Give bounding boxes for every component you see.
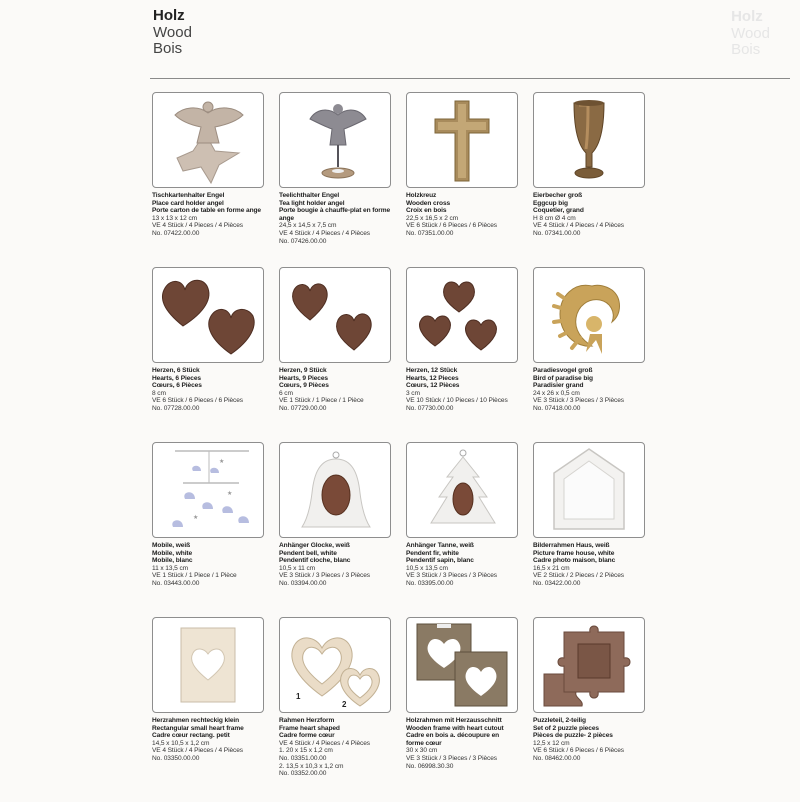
product-name-de: Holzkreuz	[406, 192, 437, 199]
product-packing: VE 1 Stück / 1 Piece / 1 Pièce	[152, 572, 237, 580]
product-name-fr: Cadre photo maison, blanc	[533, 557, 616, 565]
product-card[interactable]	[406, 267, 518, 442]
product-size: 16,5 x 21 cm	[533, 564, 570, 572]
product-number: No. 07341.00.00	[533, 229, 581, 237]
product-number: No. 07422.00.00	[152, 229, 200, 237]
product-image-heart-shaped-frames	[279, 617, 391, 713]
product-packing: VE 4 Stück / 4 Pieces / 4 Pièces	[152, 747, 243, 755]
product-packing: VE 4 Stück / 4 Pieces / 4 Pièces	[533, 222, 624, 230]
product-size: 24,5 x 14,5 x 7,5 cm	[279, 222, 337, 230]
product-packing: VE 4 Stück / 4 Pieces / 4 Pièces	[152, 222, 243, 230]
product-number: No. 03395.00.00	[406, 579, 454, 587]
product-size: 24 x 26 x 0,5 cm	[533, 389, 580, 397]
product-card[interactable]	[152, 442, 264, 617]
product-name-fr: Croix en bois	[406, 207, 447, 215]
product-name-fr: Cœurs, 9 Pièces	[279, 382, 329, 390]
product-image-bird-of-paradise	[533, 267, 645, 363]
product-card[interactable]	[279, 267, 391, 442]
product-name-en: Mobile, white	[152, 549, 193, 557]
product-name-en: Rectangular small heart frame	[152, 724, 244, 732]
product-name-fr: Cadre cœur rectang. petit	[152, 732, 230, 740]
product-name-fr: Paradisier grand	[533, 382, 584, 390]
product-image-hearts-6	[152, 267, 264, 363]
product-packing: VE 4 Stück / 4 Pieces / 4 Pièces	[279, 739, 370, 747]
product-image-wooden-heart-frames	[406, 617, 518, 713]
product-image-mobile	[152, 442, 264, 538]
product-image-eggcup	[533, 92, 645, 188]
product-name-en: Picture frame house, white	[533, 549, 615, 557]
product-size: 14,5 x 10,5 x 1,2 cm	[152, 739, 210, 747]
product-image-heart-frame-rect	[152, 617, 264, 713]
product-image-hearts-9	[279, 267, 391, 363]
page-header	[153, 7, 192, 57]
product-name-fr: Pendentif sapin, blanc	[406, 557, 474, 565]
product-image-pendant-bell	[279, 442, 391, 538]
product-card[interactable]	[152, 92, 264, 267]
product-size: 2. 13,5 x 10,3 x 1,2 cm	[279, 762, 344, 770]
product-packing: VE 3 Stück / 3 Pieces / 3 Pièces	[533, 397, 624, 405]
image-label-2: 2	[342, 700, 347, 709]
product-size: 22,5 x 16,5 x 2 cm	[406, 214, 459, 222]
product-packing: VE 10 Stück / 10 Pieces / 10 Pièces	[406, 397, 508, 405]
product-packing: VE 2 Stück / 2 Pieces / 2 Pièces	[533, 572, 624, 580]
product-name-de: Anhänger Glocke, weiß	[279, 542, 350, 549]
page-subtitle-fr: Bois	[153, 40, 183, 57]
product-packing: VE 6 Stück / 6 Pieces / 6 Pièces	[406, 222, 497, 230]
product-name-de: Herzrahmen rechteckig klein	[152, 717, 240, 724]
product-name-fr: Mobile, blanc	[152, 557, 193, 565]
header-divider	[150, 78, 790, 79]
product-card[interactable]	[152, 617, 264, 802]
product-card[interactable]	[152, 267, 264, 442]
page-subtitle-en: Wood	[153, 24, 192, 41]
product-size: 10,5 x 11 cm	[279, 564, 316, 572]
product-name-en: Hearts, 12 Pieces	[406, 374, 459, 382]
product-size: 13 x 13 x 12 cm	[152, 214, 198, 222]
product-number: No. 07351.00.00	[406, 229, 454, 237]
product-name-de: Herzen, 12 Stück	[406, 367, 458, 374]
product-name-de: Teelichthalter Engel	[279, 192, 340, 199]
product-name-de: Holzrahmen mit Herzausschnitt	[406, 717, 502, 724]
product-name-fr: Cadre forme cœur	[279, 732, 335, 740]
product-number: No. 07729.00.00	[279, 404, 327, 412]
product-name-fr: Porte carton de table en forme ange	[152, 207, 261, 215]
product-card[interactable]	[279, 442, 391, 617]
product-grid	[152, 92, 645, 802]
product-card[interactable]	[533, 617, 645, 802]
product-size: 10,5 x 13,5 cm	[406, 564, 448, 572]
product-card[interactable]	[279, 92, 391, 267]
product-size: 12,5 x 12 cm	[533, 739, 570, 747]
product-packing: VE 3 Stück / 3 Pieces / 3 Pièces	[406, 754, 497, 762]
product-number: No. 03352.00.00	[279, 770, 327, 778]
product-packing: VE 6 Stück / 6 Pieces / 6 Pièces	[152, 397, 243, 405]
product-card[interactable]	[533, 442, 645, 617]
product-packing: VE 6 Stück / 6 Pieces / 6 Pièces	[533, 747, 624, 755]
product-image-angel-tealight	[279, 92, 391, 188]
product-packing: VE 3 Stück / 3 Pieces / 3 Pièces	[406, 572, 497, 580]
image-label-1: 1	[296, 692, 301, 701]
page-title: Holz	[153, 7, 185, 24]
product-number: No. 03394.00.00	[279, 579, 327, 587]
product-size: H 8 cm Ø 4 cm	[533, 214, 576, 222]
product-image-puzzle-pieces	[533, 617, 645, 713]
product-image-house-frame	[533, 442, 645, 538]
product-packing: VE 1 Stück / 1 Piece / 1 Pièce	[279, 397, 364, 405]
product-name-fr: Coquetier, grand	[533, 207, 584, 215]
product-name-en: Hearts, 6 Pieces	[152, 374, 201, 382]
product-name-en: Set of 2 puzzle pieces	[533, 724, 599, 732]
product-number: No. 03422.00.00	[533, 579, 581, 587]
product-number: No. 07730.00.00	[406, 404, 454, 412]
product-number: No. 03351.00.00	[279, 754, 327, 762]
product-name-en: Place card holder angel	[152, 199, 224, 207]
svg-text:★: ★	[193, 514, 199, 521]
product-name-fr: Cœurs, 6 Pièces	[152, 382, 202, 390]
product-name-de: Puzzleteil, 2-teilig	[533, 717, 586, 724]
product-name-fr: Porte bougie à chauffe-plat en forme ange	[279, 207, 391, 222]
product-packing: VE 3 Stück / 3 Pieces / 3 Pièces	[279, 572, 370, 580]
product-size: 30 x 30 cm	[406, 747, 438, 755]
mirrored-subtitle-fr: Bois	[731, 41, 761, 58]
product-name-en: Wooden cross	[406, 199, 451, 207]
svg-text:★: ★	[227, 490, 233, 497]
product-size: 1. 20 x 15 x 1,2 cm	[279, 747, 333, 755]
product-name-fr: Pièces de puzzle- 2 pièces	[533, 732, 613, 740]
product-name-fr: Cœurs, 12 Pièces	[406, 382, 460, 390]
product-packing: VE 4 Stück / 4 Pieces / 4 Pièces	[279, 229, 370, 237]
product-number: No. 07426.00.00	[279, 237, 327, 245]
product-name-en: Eggcup big	[533, 199, 568, 207]
product-number: No. 03350.00.00	[152, 754, 200, 762]
product-number: No. 07418.00.00	[533, 404, 581, 412]
mirrored-page-header	[731, 8, 770, 58]
product-name-fr: Cadre en bois a. découpure en forme cœur	[406, 732, 500, 747]
product-name-en: Tea light holder angel	[279, 199, 345, 207]
product-name-de: Rahmen Herzform	[279, 717, 335, 724]
product-name-de: Paradiesvogel groß	[533, 367, 593, 374]
product-name-de: Eierbecher groß	[533, 192, 583, 199]
product-name-en: Frame heart shaped	[279, 724, 340, 732]
product-image-pendant-fir	[406, 442, 518, 538]
product-name-de: Herzen, 9 Stück	[279, 367, 327, 374]
product-card[interactable]	[406, 617, 518, 802]
product-number: No. 03443.00.00	[152, 579, 200, 587]
product-size: 11 x 13,5 cm	[152, 564, 189, 572]
product-name-de: Herzen, 6 Stück	[152, 367, 200, 374]
product-number: No. 08462.00.00	[533, 754, 581, 762]
product-card[interactable]	[533, 92, 645, 267]
product-name-en: Hearts, 9 Pieces	[279, 374, 328, 382]
product-number: No. 07728.00.00	[152, 404, 200, 412]
product-image-wooden-cross	[406, 92, 518, 188]
product-size: 6 cm	[279, 389, 293, 397]
product-number: No. 06998.30.30	[406, 762, 454, 770]
product-card[interactable]	[406, 442, 518, 617]
product-name-de: Mobile, weiß	[152, 542, 190, 549]
product-card[interactable]	[533, 267, 645, 442]
product-card[interactable]	[279, 617, 391, 802]
product-name-de: Bilderrahmen Haus, weiß	[533, 542, 610, 549]
product-name-fr: Pendentif cloche, blanc	[279, 557, 351, 565]
product-card[interactable]	[406, 92, 518, 267]
product-name-de: Tischkartenhalter Engel	[152, 192, 225, 199]
svg-text:★: ★	[219, 458, 225, 465]
product-name-en: Bird of paradise big	[533, 374, 593, 382]
product-image-angel-card-holder	[152, 92, 264, 188]
product-name-en: Wooden frame with heart cutout	[406, 724, 504, 732]
mirrored-subtitle-en: Wood	[731, 25, 770, 42]
product-image-hearts-12	[406, 267, 518, 363]
mirrored-title: Holz	[731, 8, 763, 25]
product-name-de: Anhänger Tanne, weiß	[406, 542, 474, 549]
product-size: 8 cm	[152, 389, 166, 397]
product-size: 3 cm	[406, 389, 420, 397]
product-name-en: Pendent bell, white	[279, 549, 337, 557]
product-name-en: Pendent fir, white	[406, 549, 459, 557]
